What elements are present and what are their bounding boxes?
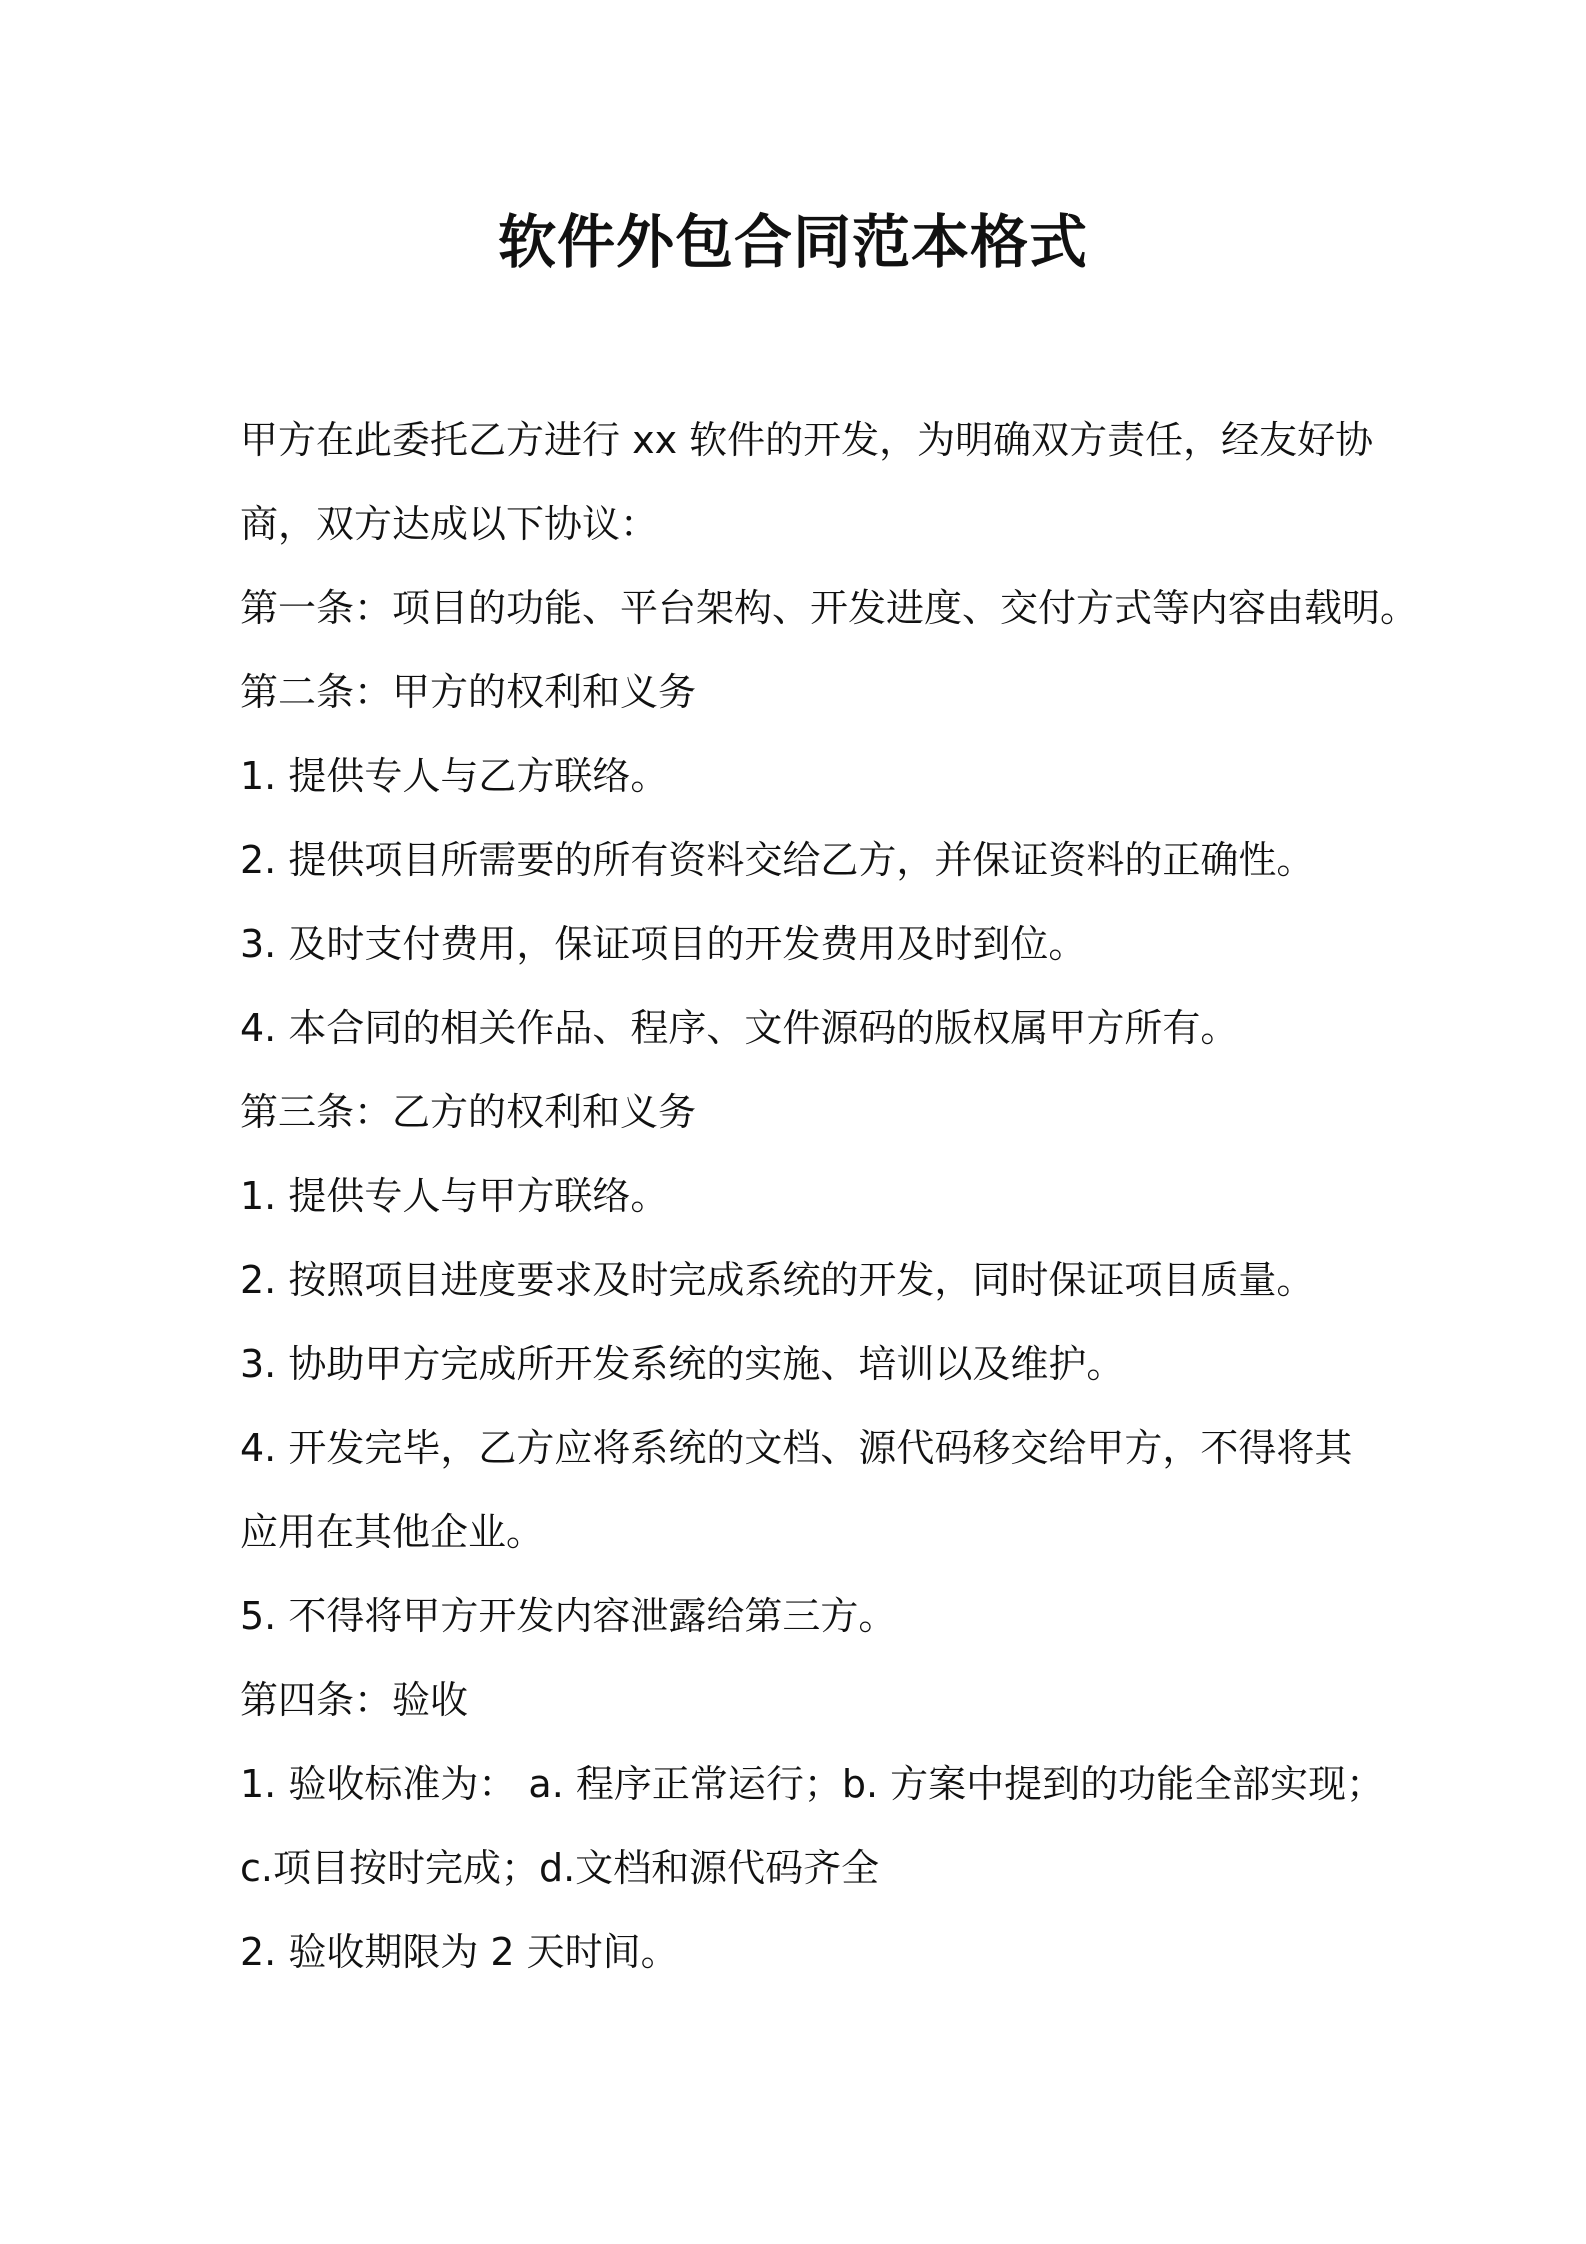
article-3-item-3: 3. 协助甲方完成所开发系统的实施、培训以及维护。	[240, 1342, 1125, 1386]
contract-body	[240, 398, 1419, 1994]
article-2-heading: 第二条：甲方的权利和义务	[240, 670, 697, 714]
article-2-item-1: 1. 提供专人与乙方联络。	[240, 754, 669, 798]
article-2-item-4: 4. 本合同的相关作品、程序、文件源码的版权属甲方所有。	[240, 1006, 1239, 1050]
document-title: 软件外包合同范本格式	[497, 208, 1088, 276]
article-3-item-2: 2. 按照项目进度要求及时完成系统的开发，同时保证项目质量。	[240, 1258, 1315, 1302]
article-2-item-3: 3. 及时支付费用，保证项目的开发费用及时到位。	[240, 922, 1087, 966]
article-3-item-4-line-2: 应用在其他企业。	[240, 1510, 545, 1554]
article-4-item-1-line-1: 1. 验收标准为： a. 程序正常运行；b. 方案中提到的功能全部实现；	[240, 1762, 1385, 1806]
intro-line-2: 商，双方达成以下协议：	[240, 502, 659, 546]
article-4-item-2: 2. 验收期限为 2 天时间。	[240, 1930, 679, 1974]
article-1: 第一条：项目的功能、平台架构、开发进度、交付方式等内容由载明。	[240, 586, 1419, 630]
article-4-item-1-line-2: c.项目按时完成；d.文档和源代码齐全	[240, 1846, 880, 1890]
article-3-heading: 第三条：乙方的权利和义务	[240, 1090, 697, 1134]
intro-line-1: 甲方在此委托乙方进行 xx 软件的开发，为明确双方责任，经友好协	[240, 418, 1374, 462]
article-2-item-2: 2. 提供项目所需要的所有资料交给乙方，并保证资料的正确性。	[240, 838, 1315, 882]
article-3-item-4-line-1: 4. 开发完毕，乙方应将系统的文档、源代码移交给甲方，不得将其	[240, 1426, 1353, 1470]
article-3-item-1: 1. 提供专人与甲方联络。	[240, 1174, 669, 1218]
article-3-item-5: 5. 不得将甲方开发内容泄露给第三方。	[240, 1594, 897, 1638]
article-4-heading: 第四条：验收	[240, 1678, 469, 1722]
